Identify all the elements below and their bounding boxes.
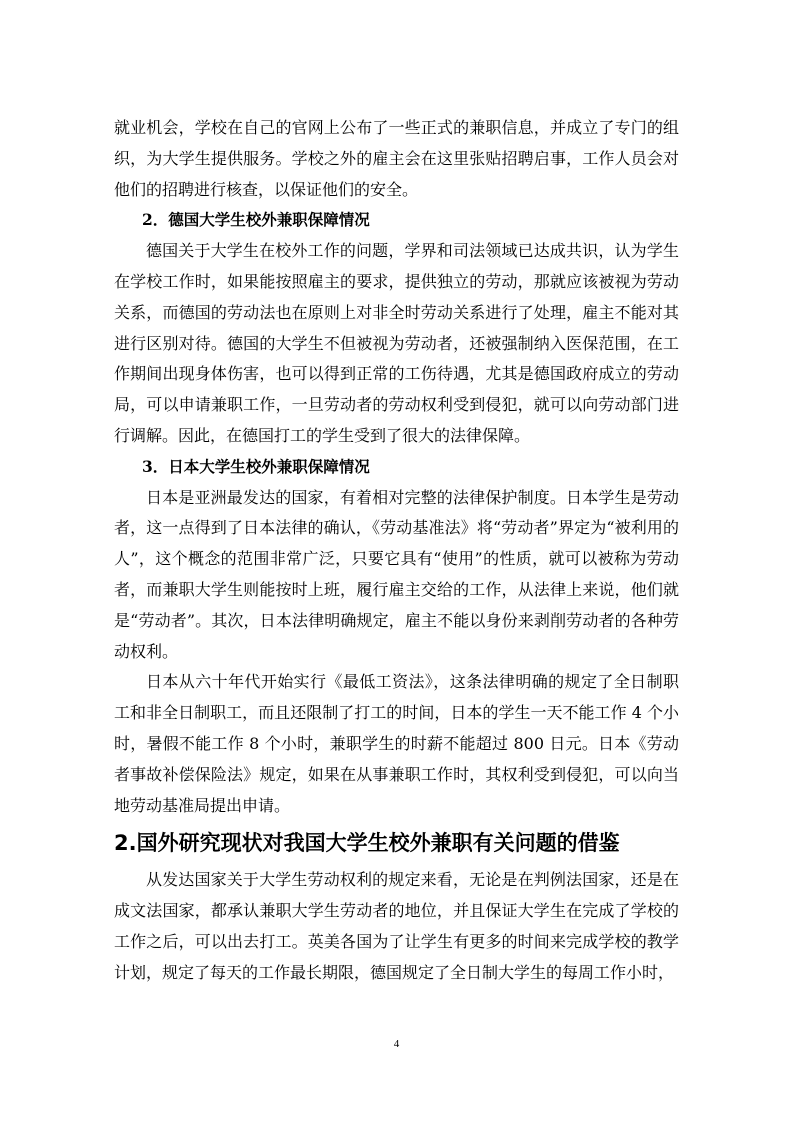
page-body bbox=[114, 113, 679, 989]
paragraph-intro-continued: 就业机会，学校在自己的官网上公布了一些正式的兼职信息，并成立了专门的组织，为大学生提供服务。学校之外的雇主会在这里张贴招聘启事，工作人员会对他们的招聘进行核查，以保证他们的安全。 bbox=[114, 118, 679, 199]
subheading-germany: 2．德国大学生校外兼职保障情况 bbox=[142, 210, 370, 230]
paragraph-japan-law: 日本是亚洲最发达的国家，有着相对完整的法律保护制度。日本学生是劳动者，这一点得到了日本法律的确认，《劳动基准法》将“劳动者”界定为“被利用的人”，这个概念的范围非常广泛，只要它具有“使用”的性质，就可以被称为劳动者，而兼职大学生则能按时上班，履行雇主交给的工作，从法律上来说，他们就是“劳动者”。其次，日本法律明确规定，雇主不能以身份来剥削劳动者的各种劳动权利。 bbox=[114, 487, 679, 661]
paragraph-japan-wage: 日本从六十年代开始实行《最低工资法》，这条法律明确的规定了全日制职工和非全日制职工，而且还限制了打工的时间，日本的学生一天不能工作 4 个小时，暑假不能工作 8 个小时，兼职学生的时薪不能超过 800 日元。日本《劳动者事故补偿保险法》规定，如果在从事兼职工作时，其权利受到侵犯，可以向当地劳动基准局提出申请。 bbox=[114, 672, 679, 815]
page-number: 4 bbox=[393, 1038, 400, 1050]
paragraph-germany: 德国关于大学生在校外工作的问题，学界和司法领域已达成共识，认为学生在学校工作时，如果能按照雇主的要求，提供独立的劳动，那就应该被视为劳动关系，而德国的劳动法也在原则上对非全时劳动关系进行了处理，雇主不能对其进行区别对待。德国的大学生不但被视为劳动者，还被强制纳入医保范围，在工作期间出现身体伤害，也可以得到正常的工伤待遇，尤其是德国政府成立的劳动局，可以申请兼职工作，一旦劳动者的劳动权利受到侵犯，就可以向劳动部门进行调解。因此，在德国打工的学生受到了很大的法律保障。 bbox=[114, 241, 679, 445]
section-heading-lessons: 2.国外研究现状对我国大学生校外兼职有关问题的借鉴 bbox=[114, 831, 620, 856]
subheading-japan: 3．日本大学生校外兼职保障情况 bbox=[142, 456, 370, 476]
paragraph-lessons: 从发达国家关于大学生劳动权利的规定来看，无论是在判例法国家，还是在成文法国家，都承认兼职大学生劳动者的地位，并且保证大学生在完成了学校的工作之后，可以出去打工。英美各国为了让学生有更多的时间来完成学校的教学计划，规定了每天的工作最长期限，德国规定了全日制大学生的每周工作小时， bbox=[114, 870, 679, 982]
